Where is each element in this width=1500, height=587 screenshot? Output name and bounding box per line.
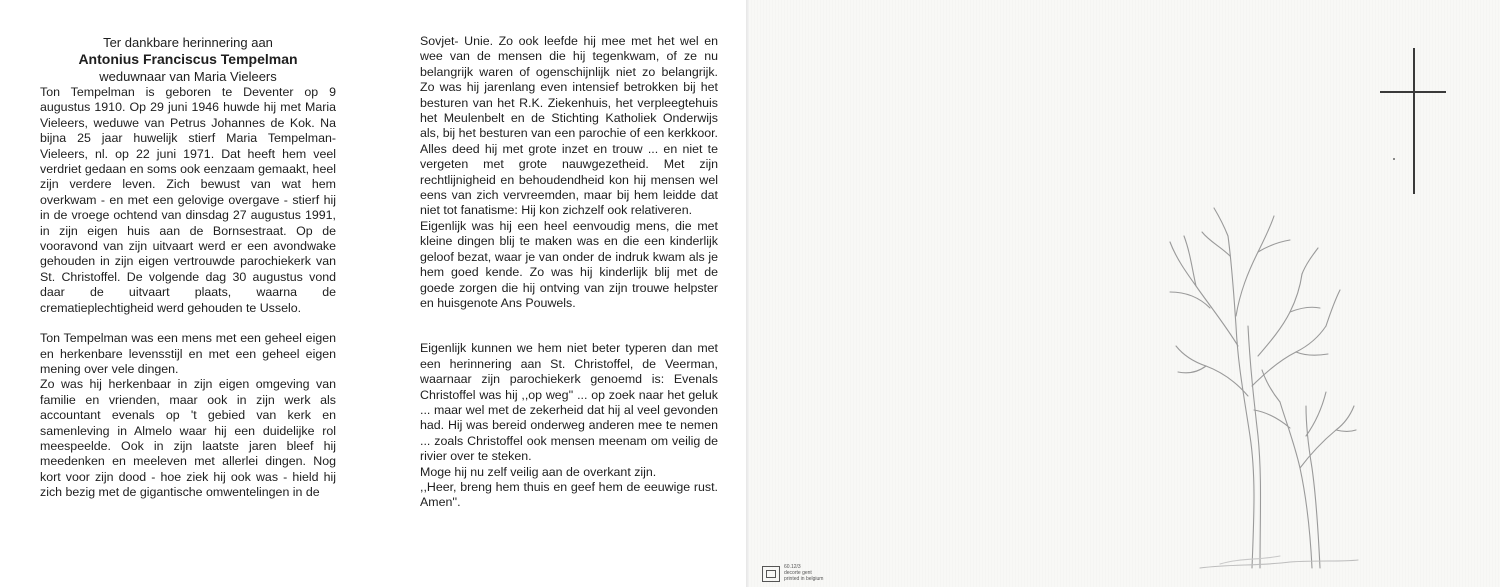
prayer-line: ,,Heer, breng hem thuis en geef hem de eeuwige rust. Amen''. <box>420 479 718 510</box>
farewell-line: Moge hij nu zelf veilig aan de overkant zijn. <box>420 464 657 479</box>
printer-imprint <box>784 564 823 582</box>
involvement-paragraph: Sovjet- Unie. Zo ook leefde hij mee met het wel en wee van de mensen die hij tegenkwam, of ze nu belangrijk waren of ogenschijnlijk niet zo belangrijk. Zo was hij jarenlang even intensief betrokken bij het besturen van het R.K. Ziekenhuis, het verpleegtehuis het Meulenbelt en de Stichting Katholiek Onderwijs als, bij het besturen van een parochie of een kerkkoor. Alles deed hij met grote inzet en trouw ... en niet te vergeten met grote nauwgezetheid. Met zijn rechtlijnigheid en behoudendheid kon hij mensen wel eens van zich vervreemden, maar bij hem leidde dat niet tot fanatisme: Hij kon zichzelf ook relativeren. <box>420 34 718 218</box>
imprint-maker: decorte gent <box>784 570 812 576</box>
imprint-code: 60.12/3 <box>784 564 801 570</box>
career-paragraph: Zo was hij herkenbaar in zijn eigen omgeving van familie en vrienden, maar ook in zijn werk als accountant evenals op 't gebied van kerk en samenleving in Almelo waar hij een duidelijke rol meespeelde. Ook in zijn laatste jaren bleef hij meedenken en meeleven met allerlei dingen. Nog kort voor zijn dood - hoe ziek hij ook was - hield hij zich bezig met de gigantische omwentelingen in de <box>40 377 336 500</box>
character-paragraph: Ton Tempelman was een mens met een geheel eigen en herkenbare levensstijl en met een geheel eigen mening over vele dingen. <box>40 331 336 376</box>
card-fold <box>746 0 749 587</box>
text-column-2 <box>420 34 718 511</box>
simplicity-paragraph: Eigenlijk was hij een heel eenvoudig mens, die met kleine dingen blij te maken was en die een kinderlijk geloof bezat, waar je van onder de indruk kwam als je hem goed kende. Zo was hij kinderlijk blij met de goede zorgen die hij ontving van zijn trouwe helpster en huisgenote Ans Pouwels. <box>420 218 718 310</box>
heading-intro: Ter dankbare herinnering aan <box>103 35 273 50</box>
text-column-1 <box>40 34 336 501</box>
bare-trees-illustration <box>1140 196 1360 576</box>
heading-relation: weduwnaar van Maria Vieleers <box>99 69 277 84</box>
cross-icon <box>1378 46 1448 196</box>
printer-logo-icon <box>762 566 780 582</box>
deceased-name: Antonius Franciscus Tempelman <box>78 51 298 67</box>
christoffel-paragraph: Eigenlijk kunnen we hem niet beter typeren dan met een herinnering aan St. Christoffel, de Veerman, waarnaar zijn parochiekerk genoemd is: Evenals Christoffel was hij ,,op weg'' ... op zoek naar het geluk ... maar wel met de zekerheid dat hij al veel gevonden had. Hij was bereid onderweg anderen mee te nemen ... zoals Christoffel ook mensen meenam om veilig de rivier over te steken. <box>420 341 718 464</box>
imprint-origin: printed in belgium <box>784 576 824 582</box>
biography-paragraph: Ton Tempelman is geboren te Deventer op 9 augustus 1910. Op 29 juni 1946 huwde hij met Maria Vieleers, weduwe van Petrus Johannes de Kok. Na bijna 25 jaar huwelijk stierf Maria Tempelman-Vieleers, nl. op 22 juni 1971. Dat heeft hem veel verdriet gedaan en soms ook eenzaam gemaakt, heel zijn verdere leven. Zich bewust van wat hem overkwam - en met een gelovige overgave - stierf hij in de vroege ochtend van dinsdag 27 augustus 1991, in zijn eigen huis aan de Bornsestraat. Op de vooravond van zijn uitvaart werd er een avondwake gehouden in zijn eigen vertrouwde parochiekerk van St. Christoffel. De volgende dag 30 augustus vond daar de uitvaart plaats, waarna de crematieplechtigheid werd gehouden te Usselo. <box>40 85 336 315</box>
